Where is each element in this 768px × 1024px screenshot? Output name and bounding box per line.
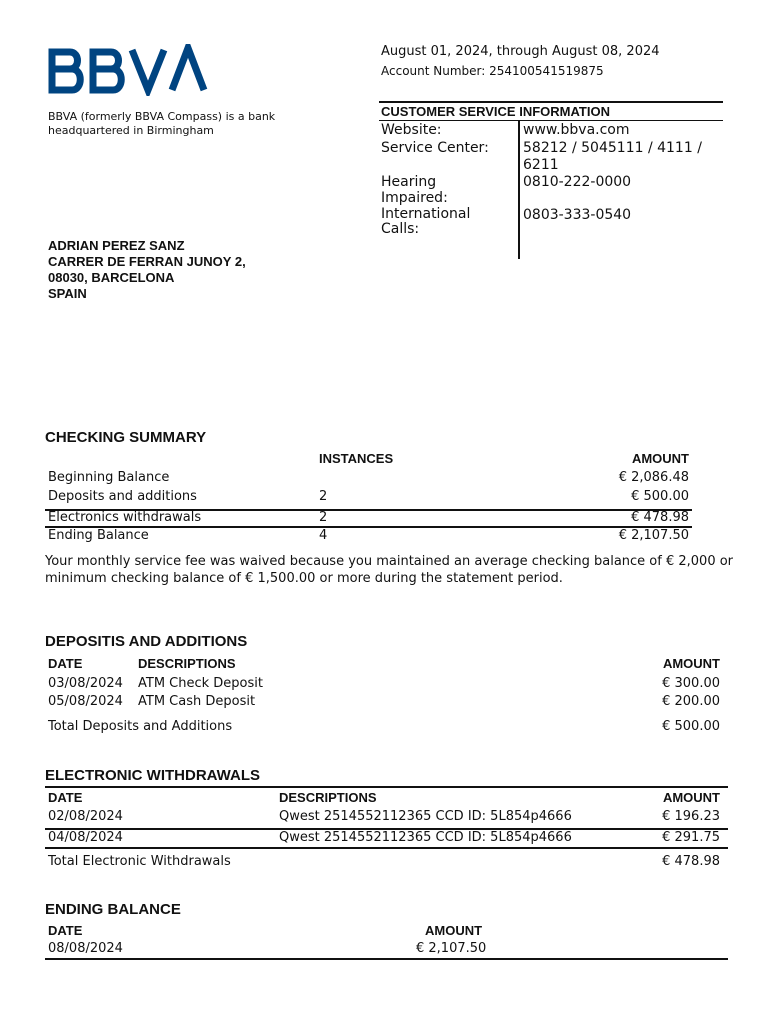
- summary-row-amount: € 478.98: [631, 510, 689, 525]
- deposit-row-amount: € 300.00: [662, 676, 720, 691]
- withdrawal-row-date: 02/08/2024: [48, 809, 123, 824]
- cs-title: CUSTOMER SERVICE INFORMATION: [381, 104, 610, 119]
- deposit-row-date: 05/08/2024: [48, 694, 123, 709]
- cs-label-hearing-impaired: Hearing Impaired:: [381, 174, 448, 206]
- withdrawals-total-label: Total Electronic Withdrawals: [48, 854, 231, 869]
- summary-row-amount: € 500.00: [631, 489, 689, 504]
- withdrawal-row-date: 04/08/2024: [48, 830, 123, 845]
- address-country: SPAIN: [48, 286, 87, 301]
- summary-row-amount: € 2,086.48: [618, 470, 689, 485]
- cs-value-international: 0803-333-0540: [523, 207, 632, 223]
- address-line2: 08030, BARCELONA: [48, 270, 175, 285]
- bbva-logo-mark: [48, 44, 208, 96]
- summary-row-label: Beginning Balance: [48, 470, 170, 485]
- withdrawal-row-desc: Qwest 2514552112365 CCD ID: 5L854p4666: [279, 809, 572, 824]
- cs-column-divider: [518, 121, 520, 259]
- summary-row-label: Deposits and additions: [48, 489, 197, 504]
- address-line1: CARRER DE FERRAN JUNOY 2,: [48, 254, 246, 269]
- deposits-title: DEPOSITIS AND ADDITIONS: [45, 633, 248, 650]
- deposit-row-desc: ATM Cash Deposit: [138, 694, 256, 709]
- service-fee-note-line1: Your monthly service fee was waived because you maintained an average checking balance of € 2,000 or: [45, 554, 734, 569]
- deposit-row-amount: € 200.00: [662, 694, 720, 709]
- col-header-amount: AMOUNT: [631, 451, 689, 466]
- deposits-total-label: Total Deposits and Additions: [48, 719, 233, 734]
- deposit-row-date: 03/08/2024: [48, 676, 123, 691]
- bank-tagline: BBVA (formerly BBVA Compass) is a bank headquartered in Birmingham: [48, 110, 276, 137]
- summary-row-amount: € 2,107.50: [618, 528, 689, 543]
- cs-value-service-center: 58212 / 5045111 / 4111 / 6211: [523, 140, 702, 173]
- withdrawals-col-desc: DESCRIPTIONS: [279, 790, 377, 805]
- summary-row-label: Electronics withdrawals: [48, 510, 202, 525]
- withdrawal-row-desc: Qwest 2514552112365 CCD ID: 5L854p4666: [279, 830, 572, 845]
- withdrawal-row-amount: € 291.75: [662, 830, 720, 845]
- ending-balance-amount: € 2,107.50: [416, 941, 487, 956]
- bbva-logo: [48, 44, 208, 96]
- withdrawals-title: ELECTRONIC WITHDRAWALS: [45, 767, 260, 784]
- withdrawals-col-date: DATE: [48, 790, 83, 805]
- deposit-row-desc: ATM Check Deposit: [138, 676, 263, 691]
- summary-row-instances: 2: [319, 510, 328, 525]
- account-number: Account Number: 254100541519875: [381, 64, 604, 78]
- ending-balance-title: ENDING BALANCE: [45, 901, 181, 918]
- ending-balance-date: 08/08/2024: [48, 941, 123, 956]
- deposits-col-date: DATE: [48, 656, 83, 671]
- cs-label-website: Website:: [381, 122, 442, 138]
- withdrawals-total-rule: [45, 847, 728, 849]
- summary-row-label: Ending Balance: [48, 528, 149, 543]
- ending-balance-rule: [45, 958, 728, 960]
- service-fee-note: [45, 553, 760, 587]
- summary-row-instances: 2: [319, 489, 328, 504]
- deposits-total-amount: € 500.00: [662, 719, 720, 734]
- col-header-instances: INSTANCES: [319, 451, 394, 466]
- summary-row-instances: 4: [319, 528, 328, 543]
- checking-summary-title: CHECKING SUMMARY: [45, 429, 207, 446]
- withdrawals-col-amount: AMOUNT: [662, 790, 720, 805]
- withdrawals-header-rule: [45, 786, 728, 788]
- deposits-col-desc: DESCRIPTIONS: [138, 656, 236, 671]
- cs-title-rule: [379, 120, 723, 121]
- statement-period: August 01, 2024, through August 08, 2024: [381, 44, 660, 59]
- cs-top-rule: [379, 101, 723, 103]
- withdrawal-row-amount: € 196.23: [662, 809, 720, 824]
- cs-label-service-center: Service Center:: [381, 140, 489, 156]
- cs-label-international: International Calls:: [381, 206, 471, 237]
- ending-balance-col-amount: AMOUNT: [425, 923, 483, 938]
- cs-value-hearing-impaired: 0810-222-0000: [523, 174, 632, 190]
- ending-balance-col-date: DATE: [48, 923, 83, 938]
- customer-name: ADRIAN PEREZ SANZ: [48, 238, 185, 253]
- cs-value-website[interactable]: www.bbva.com: [523, 122, 630, 138]
- service-fee-note-line2: minimum checking balance of € 1,500.00 or more during the statement period.: [45, 571, 563, 586]
- deposits-col-amount: AMOUNT: [662, 656, 720, 671]
- withdrawals-total-amount: € 478.98: [662, 854, 720, 869]
